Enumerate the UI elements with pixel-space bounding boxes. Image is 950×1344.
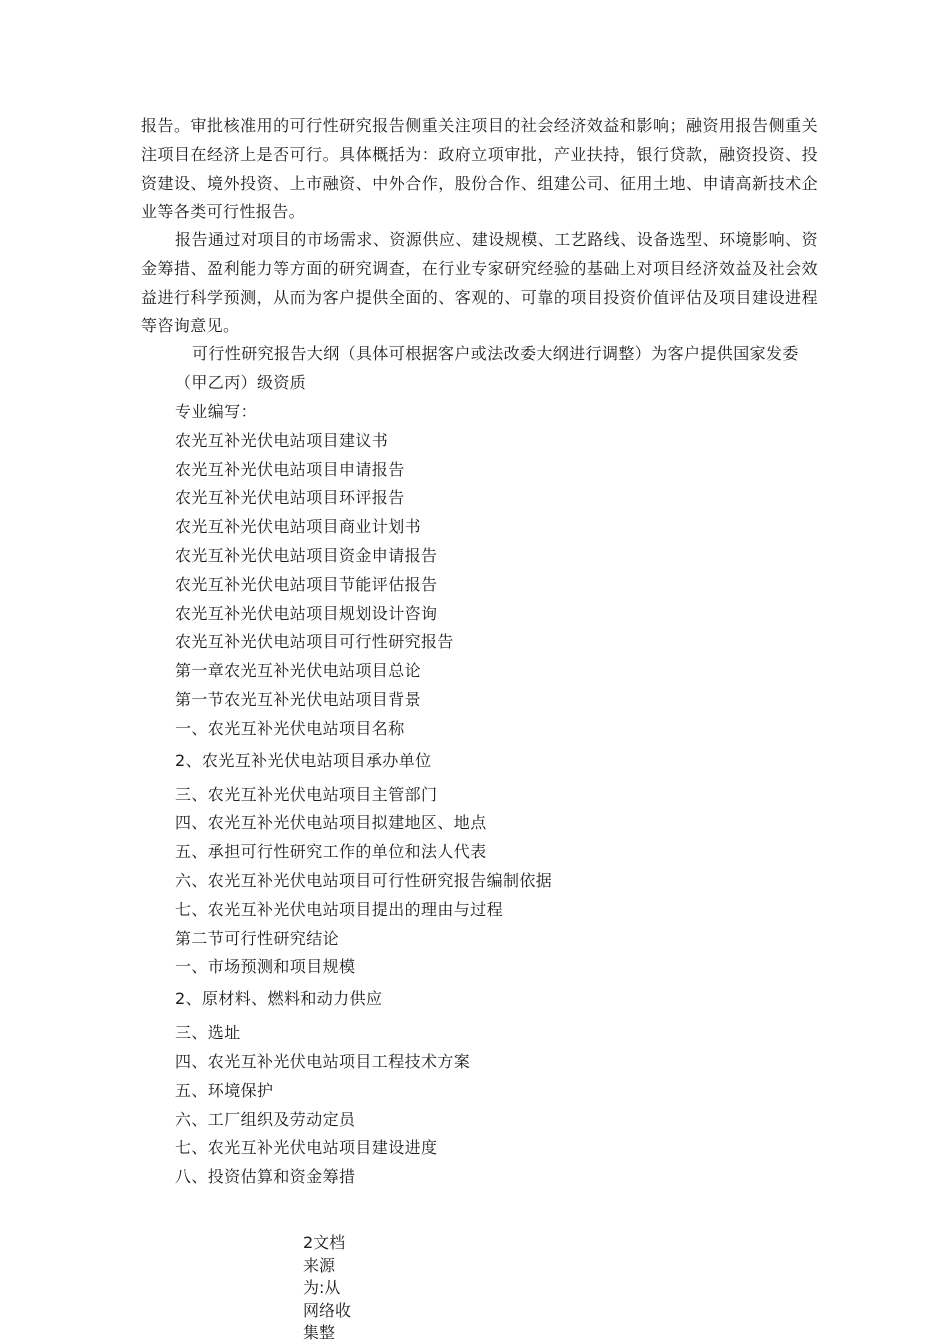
report-description-paragraph: 报告通过对项目的市场需求、资源供应、建设规模、工艺路线、设备选型、环境影响、资金筹措、盈利能力等方面的研究调查，在行业专家研究经验的基础上对项目经济效益及社会效益进行科学预测，从而为客户提供全面的、客观的、可靠的项目投资价值评估及项目建设进程等咨询意见。 [141, 230, 818, 336]
list-item: 八、投资估算和资金筹措 [175, 1167, 356, 1187]
list-item: 五、环境保护 [175, 1080, 274, 1100]
outline-list [175, 398, 552, 1192]
intro-paragraph: 报告。审批核准用的可行性研究报告侧重关注项目的社会经济效益和影响；融资用报告侧重关注项目在经济上是否可行。具体概括为：政府立项审批，产业扶持，银行贷款，融资投资、投资建设、境外投资、上市融资、中外合作，股份合作、组建公司、征用土地、申请高新技术企业等各类可行性报告。 [141, 116, 818, 222]
list-item: 六、农光互补光伏电站项目可行性研究报告编制依据 [175, 870, 553, 890]
section-heading: 第二节可行性研究结论 [175, 928, 340, 948]
list-item: 七、农光互补光伏电站项目建设进度 [175, 1138, 438, 1158]
footer-source-note: 2文档来源为:从网络收集整 [303, 1233, 352, 1342]
outline-intro: 可行性研究报告大纲（具体可根据客户或法改委大纲进行调整）为客户提供国家发委（甲乙丙）级资质 [175, 344, 799, 392]
list-item: 一、市场预测和项目规模 [175, 957, 356, 977]
list-item: 农光互补光伏电站项目节能评估报告 [175, 574, 438, 594]
list-item: 农光互补光伏电站项目资金申请报告 [175, 545, 438, 565]
list-item: 三、选址 [175, 1023, 241, 1043]
list-item: 专业编写： [175, 402, 258, 421]
list-item: 农光互补光伏电站项目建议书 [175, 430, 389, 450]
list-item: 四、农光互补光伏电站项目工程技术方案 [175, 1051, 471, 1071]
list-item: 五、承担可行性研究工作的单位和法人代表 [175, 842, 487, 862]
list-item: 四、农光互补光伏电站项目拟建地区、地点 [175, 813, 487, 833]
list-item: 农光互补光伏电站项目可行性研究报告 [175, 632, 454, 652]
list-item: 农光互补光伏电站项目环评报告 [175, 488, 405, 508]
section-heading: 第一节农光互补光伏电站项目背景 [175, 689, 422, 709]
list-item: 农光互补光伏电站项目申请报告 [175, 459, 405, 479]
list-item: 七、农光互补光伏电站项目提出的理由与过程 [175, 899, 504, 919]
chapter-heading: 第一章农光互补光伏电站项目总论 [175, 661, 422, 681]
list-item: 2、原材料、燃料和动力供应 [175, 989, 383, 1009]
list-item: 一、农光互补光伏电站项目名称 [175, 718, 405, 738]
list-item: 2、农光互补光伏电站项目承办单位 [175, 750, 432, 770]
list-item: 三、农光互补光伏电站项目主管部门 [175, 784, 438, 804]
list-item: 六、工厂组织及劳动定员 [175, 1109, 356, 1129]
list-item: 农光互补光伏电站项目规划设计咨询 [175, 603, 438, 623]
list-item: 农光互补光伏电站项目商业计划书 [175, 517, 422, 537]
